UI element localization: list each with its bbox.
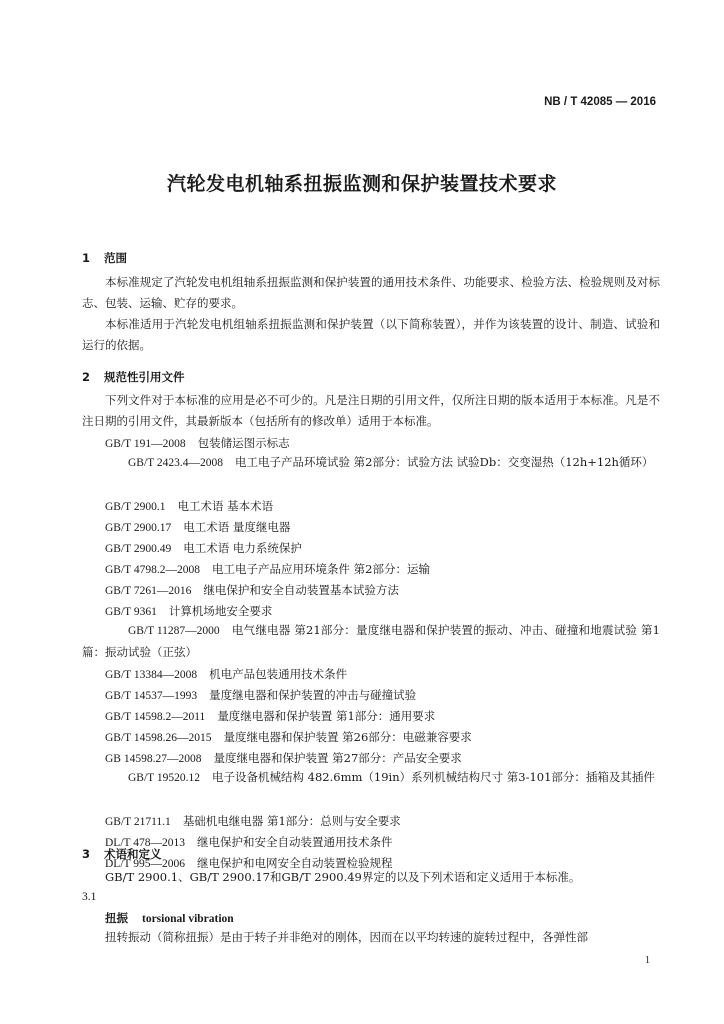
- reference-code: DL/T 478—2013: [105, 837, 185, 849]
- reference-code: GB/T 4798.2—2008: [105, 564, 200, 576]
- reference-code: GB/T 191—2008: [105, 438, 186, 450]
- term-entry: [105, 910, 234, 926]
- reference-item: [82, 452, 660, 474]
- reference-title: 包装储运图示标志: [197, 436, 290, 450]
- section-3-heading: [82, 846, 162, 862]
- section-number: 2: [82, 370, 91, 384]
- standard-number: NB / T 42085 — 2016: [544, 96, 656, 108]
- reference-item: [105, 519, 290, 535]
- terms-intro: GB/T 2900.1、GB/T 2900.17和GB/T 2900.49界定的以及下列术语和定义适用于本标准。: [105, 870, 581, 884]
- section-title: 规范性引用文件: [104, 370, 185, 384]
- reference-item: [105, 666, 347, 682]
- reference-code: GB/T 11287—2000: [128, 625, 220, 637]
- reference-title: 电工电子产品应用环境条件 第2部分：运输: [212, 562, 430, 576]
- reference-item: [105, 561, 430, 577]
- reference-title: 基础机电继电器 第1部分：总则与安全要求: [182, 814, 401, 828]
- reference-code: GB/T 13384—2008: [105, 669, 198, 681]
- reference-code: GB/T 14598.2—2011: [105, 711, 206, 723]
- section-number: 3: [82, 847, 91, 861]
- reference-code: GB/T 2900.17: [105, 522, 172, 534]
- reference-title: 量度继电器和保护装置 第26部分：电磁兼容要求: [223, 730, 472, 744]
- section-2-heading: [82, 369, 185, 385]
- references-intro: 下列文件对于本标准的应用是必不可少的。凡是注日期的引用文件，仅所注日期的版本适用于本标准。凡是不注日期的引用文件，其最新版本（包括所有的修改单）适用于本标准。: [82, 393, 660, 428]
- reference-code: GB 14598.27—2008: [105, 753, 202, 765]
- term-chinese: 扭振: [105, 911, 128, 925]
- term-english: torsional vibration: [142, 913, 234, 925]
- reference-item: [105, 435, 290, 451]
- reference-title: 计算机场地安全要求: [168, 604, 273, 618]
- term-number: 3.1: [82, 891, 97, 903]
- reference-title: 电子设备机械结构 482.6mm（19in）系列机械结构尺寸 第3-101部分：插箱及其插件: [212, 770, 655, 784]
- reference-title: 继电保护和安全自动装置通用技术条件: [196, 835, 393, 849]
- scope-paragraph-1: 本标准规定了汽轮发电机组轴系扭振监测和保护装置的通用技术条件、功能要求、检验方法、检验规则及对标志、包装、运输、贮存的要求。: [82, 275, 660, 310]
- reference-item: [105, 498, 273, 514]
- reference-item: [82, 767, 660, 789]
- reference-code: GB/T 2900.49: [105, 543, 172, 555]
- scope-paragraph-2: 本标准适用于汽轮发电机组轴系扭振监测和保护装置（以下简称装置），并作为该装置的设计、制造、试验和运行的依据。: [82, 317, 660, 352]
- reference-title: 电工术语 量度继电器: [183, 520, 291, 534]
- reference-item: [82, 620, 660, 663]
- reference-item: [105, 603, 272, 619]
- reference-title: 量度继电器和保护装置 第27部分：产品安全要求: [213, 751, 462, 765]
- reference-code: GB/T 2423.4—2008: [128, 457, 223, 469]
- reference-code: GB/T 21711.1: [105, 816, 171, 828]
- section-title: 范围: [104, 251, 127, 265]
- reference-code: GB/T 14598.26—2015: [105, 732, 212, 744]
- reference-title: 电工术语 电力系统保护: [183, 541, 302, 555]
- reference-code: GB/T 14537—1993: [105, 690, 198, 702]
- section-1-heading: [82, 250, 127, 266]
- reference-title: 电工电子产品环境试验 第2部分：试验方法 试验Db：交变湿热（12h+12h循环）: [235, 455, 654, 469]
- reference-item: [105, 750, 462, 766]
- reference-item: [105, 729, 472, 745]
- section-number: 1: [82, 251, 91, 265]
- page-number: 1: [645, 955, 650, 966]
- reference-title: 机电产品包装通用技术条件: [209, 667, 348, 681]
- reference-item: [105, 540, 302, 556]
- reference-item: [105, 687, 416, 703]
- document-title: 汽轮发电机轴系扭振监测和保护装置技术要求: [166, 173, 557, 195]
- reference-code: GB/T 9361: [105, 606, 157, 618]
- reference-item: [105, 813, 401, 829]
- reference-title: 量度继电器和保护装置的冲击与碰撞试验: [209, 688, 417, 702]
- reference-title: 电气继电器 第21部分：量度继电器和保护装置的振动、冲击、碰撞和地震试验 第1篇：振动试验（正弦）: [82, 623, 660, 659]
- reference-item: [105, 582, 399, 598]
- reference-code: GB/T 7261—2016: [105, 585, 192, 597]
- reference-title: 继电保护和安全自动装置基本试验方法: [203, 583, 399, 597]
- reference-title: 量度继电器和保护装置 第1部分：通用要求: [217, 709, 436, 723]
- reference-code: DL/T 995—2006: [105, 858, 185, 870]
- term-definition: 扭转振动（简称扭振）是由于转子并非绝对的刚体，因而在以平均转速的旋转过程中，各弹性部: [105, 930, 588, 944]
- section-title: 术语和定义: [104, 847, 162, 861]
- reference-item: [105, 708, 435, 724]
- reference-code: GB/T 19520.12: [128, 772, 200, 784]
- reference-title: 继电保护和电网安全自动装置检验规程: [196, 856, 393, 870]
- reference-code: GB/T 2900.1: [105, 501, 166, 513]
- reference-title: 电工术语 基本术语: [177, 499, 274, 513]
